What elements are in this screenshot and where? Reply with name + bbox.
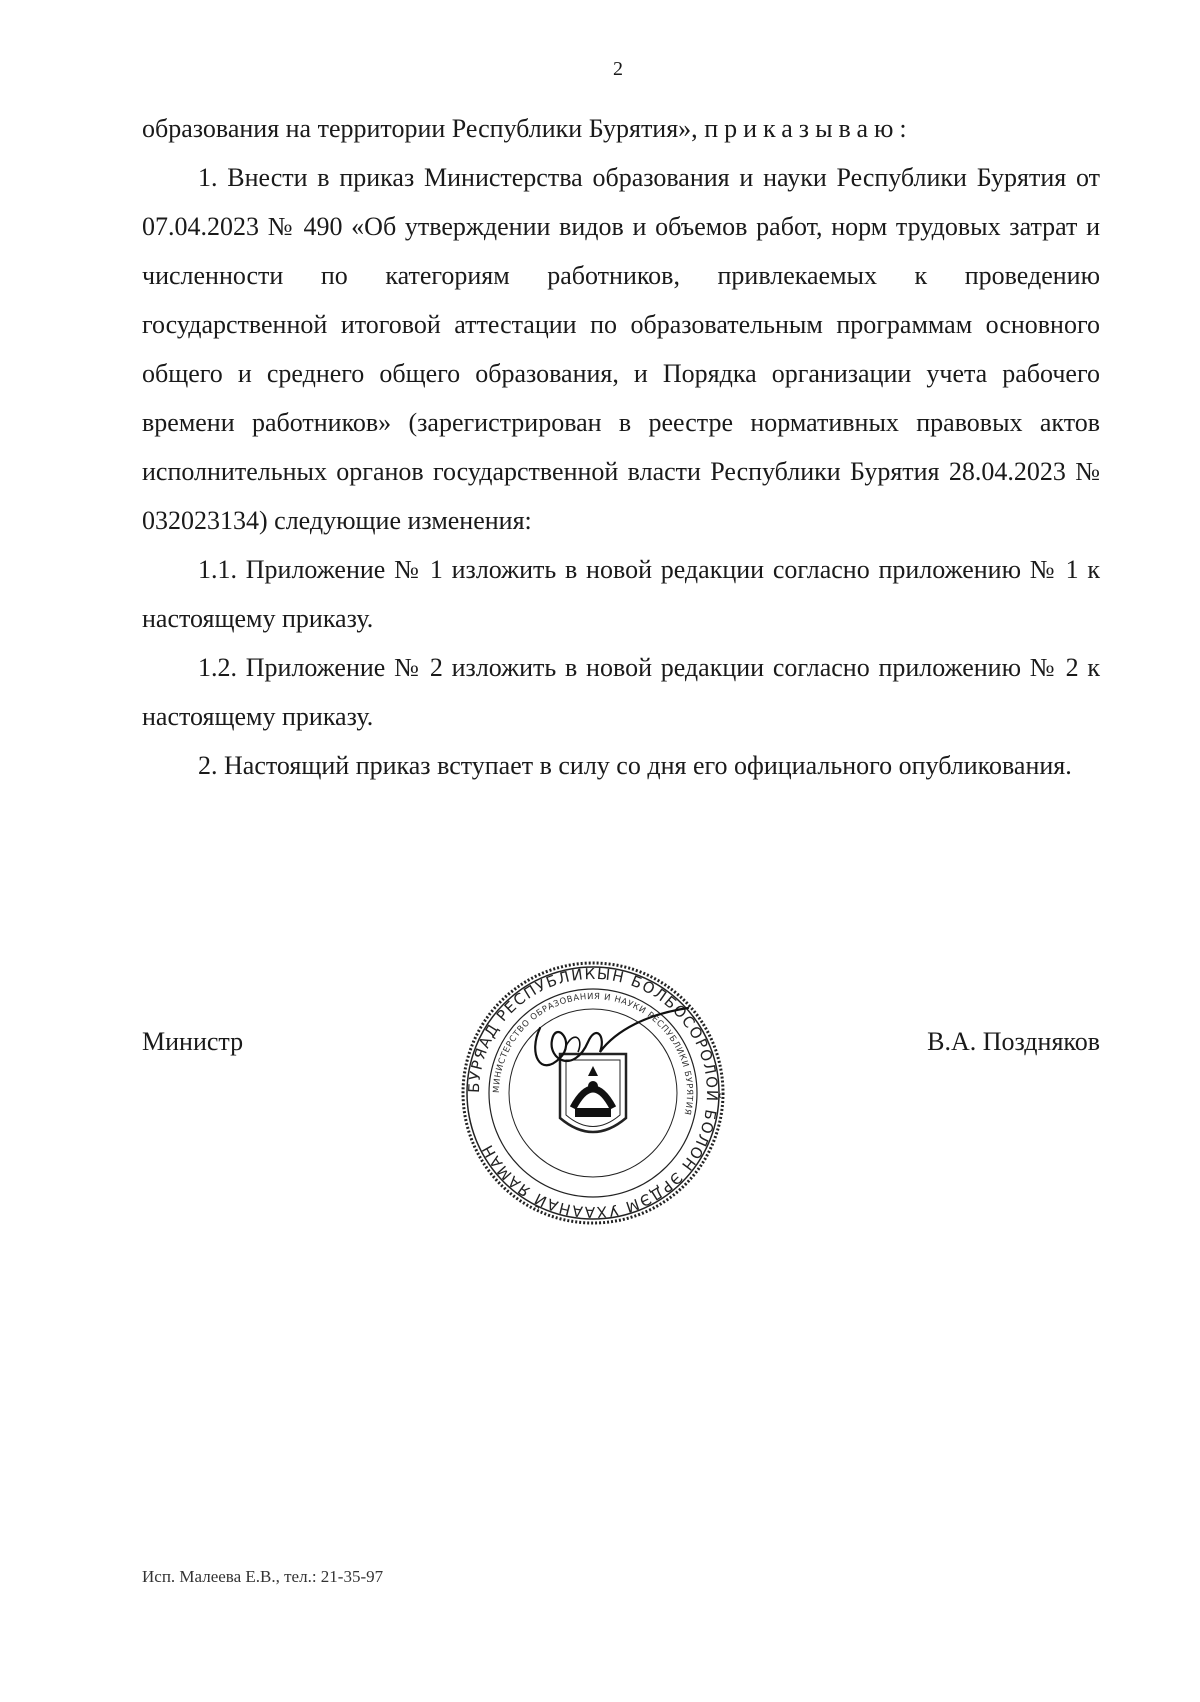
order-keyword: приказываю: <box>704 114 913 143</box>
seal-inner-text: МИНИСТЕРСТВО ОБРАЗОВАНИЯ И НАУКИ РЕСПУБЛИКИ БУРЯТИЯ <box>491 991 695 1117</box>
signatory-name: В.А. Поздняков <box>927 1027 1100 1056</box>
intro-prefix: образования на территории Республики Бурятия», <box>142 114 705 143</box>
executor-note: Исп. Малеева Е.В., тел.: 21-35-97 <box>142 1567 384 1586</box>
signatory-title: Министр <box>142 1027 244 1056</box>
emblem-icon <box>560 1054 626 1132</box>
official-seal-icon <box>448 958 738 1228</box>
item-1-1-paragraph: 1.1. Приложение № 1 изложить в новой редакции согласно приложению № 1 к настоящему приказу. <box>142 555 1100 633</box>
item-2-paragraph: 2. Настоящий приказ вступает в силу со дня его официального опубликования. <box>198 751 1072 780</box>
item-1-2-paragraph: 1.2. Приложение № 2 изложить в новой редакции согласно приложению № 2 к настоящему приказу. <box>142 653 1100 731</box>
intro-paragraph <box>142 104 1100 153</box>
item-1-paragraph: 1. Внести в приказ Министерства образования и науки Республики Бурятия от 07.04.2023 № 490 «Об утверждении видов и объемов работ, норм трудовых затрат и численности по категориям работников, привлекаемых к проведению государственной итоговой аттестации по образовательным программам основного общего и среднего общего образования, и Порядка организации учета рабочего времени работников» (зарегистрирован в реестре нормативных правовых актов исполнительных органов государственной власти Республики Бурятия 28.04.2023 № 032023134) следующие изменения: <box>142 163 1100 535</box>
order-body <box>142 104 1100 790</box>
page-number: 2 <box>613 58 623 80</box>
seal-outer-text: БУРЯАД РЕСПУБЛИКЫН БОЛБОСОРОЛОЙ БОЛОН ЭРДЭМ УХААНАЙ ЯАМАН <box>464 964 722 1222</box>
